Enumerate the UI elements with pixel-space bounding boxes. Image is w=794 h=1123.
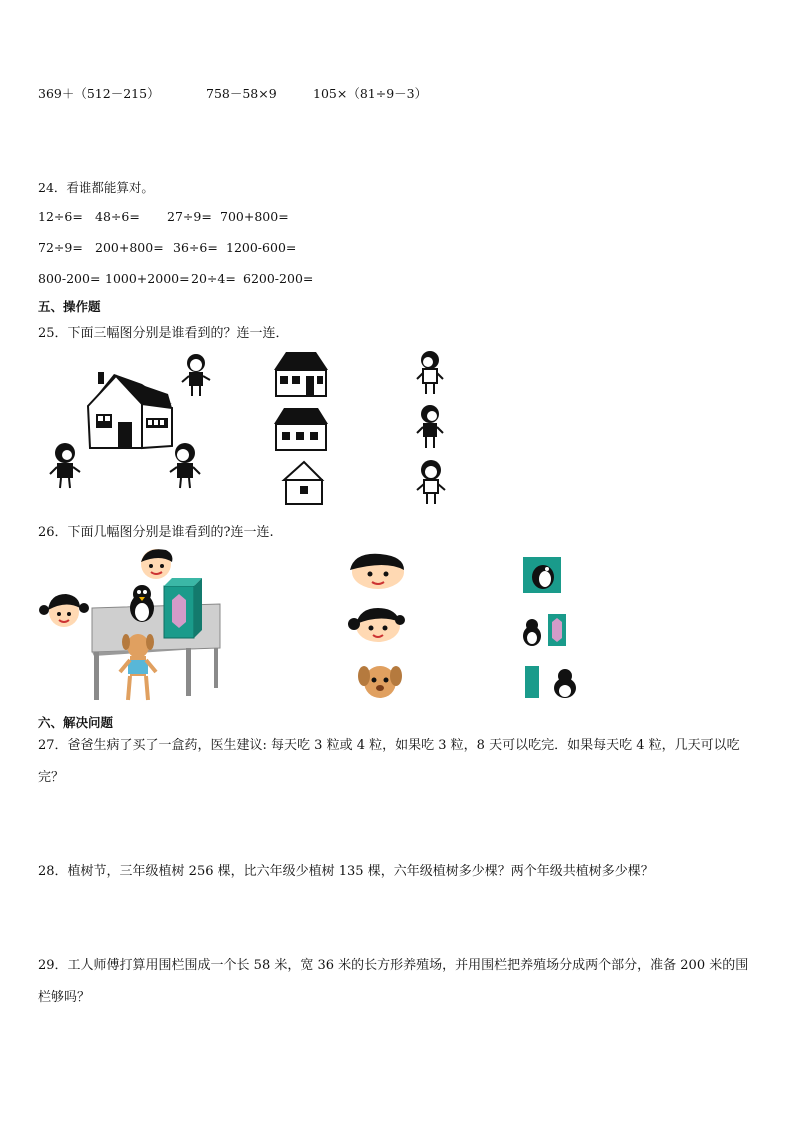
q24-r3-c2: 1000+2000=	[105, 271, 190, 286]
q24-title: 24．看谁都能算对。	[38, 180, 154, 195]
q27-text: 27．爸爸生病了买了一盒药，医生建议: 每天吃 3 粒或 4 粒，如果吃 3 粒，8 天可以吃完．如果每天吃 4 粒，几天可以吃完？	[38, 738, 740, 785]
q24-r2-c4: 1200-600=	[226, 240, 297, 255]
expression-3: 105×（81÷9－3）	[313, 86, 428, 101]
q24-r3-c1: 800-200=	[38, 271, 101, 286]
q24-r2-c3: 36÷6=	[173, 240, 218, 255]
expression-1: 369＋（512－215）	[38, 86, 160, 101]
girl-option-1-icon	[414, 350, 446, 396]
section-five-heading: 五、操作题	[38, 299, 101, 314]
q24-r3-c4: 6200-200=	[243, 271, 314, 286]
girl-option-2-icon	[414, 404, 446, 450]
q24-r1-c4: 700+800=	[220, 209, 289, 224]
q29-text: 29．工人师傅打算用围栏围成一个长 58 米，宽 36 米的长方形养殖场，并用围栏把养殖场分成两个部分，准备 200 米的围栏够吗？	[38, 958, 749, 1005]
q24-r2-c1: 72÷9=	[38, 240, 83, 255]
view-penguin-and-box-icon	[520, 612, 568, 648]
girl-left-icon	[48, 442, 82, 490]
view-box-with-penguin-icon	[523, 557, 561, 593]
girl-option-3-icon	[414, 460, 448, 506]
boy-head-icon	[346, 552, 408, 590]
q28-text: 28．植树节，三年级植树 256 棵，比六年级少植树 135 棵，六年级植树多少棵？两个年级共植树多少棵？	[38, 864, 654, 879]
house-view-side-icon	[272, 406, 330, 452]
q24-r1-c2: 48÷6=	[95, 209, 140, 224]
q24-r1-c1: 12÷6=	[38, 209, 83, 224]
girl-top-icon	[180, 352, 212, 398]
dog-head-icon	[356, 662, 404, 702]
q25-title: 25．下面三幅图分别是谁看到的？连一连．	[38, 326, 289, 341]
q24-r1-c3: 27÷9=	[167, 209, 212, 224]
q26-title: 26．下面几幅图分别是谁看到的?连一连.	[38, 525, 274, 540]
section-six-heading: 六、解决问题	[38, 715, 114, 730]
house-scene-icon	[84, 368, 176, 452]
girl-head-icon	[348, 604, 406, 644]
view-box-and-penguin-icon	[525, 664, 581, 700]
table-scene-icon	[36, 548, 226, 704]
q24-r3-c3: 20÷4=	[191, 271, 236, 286]
house-view-front-icon	[272, 350, 330, 398]
house-view-gable-icon	[282, 460, 324, 506]
girl-right-icon	[168, 442, 202, 490]
q24-r2-c2: 200+800=	[95, 240, 164, 255]
expression-2: 758－58×9	[206, 86, 277, 101]
